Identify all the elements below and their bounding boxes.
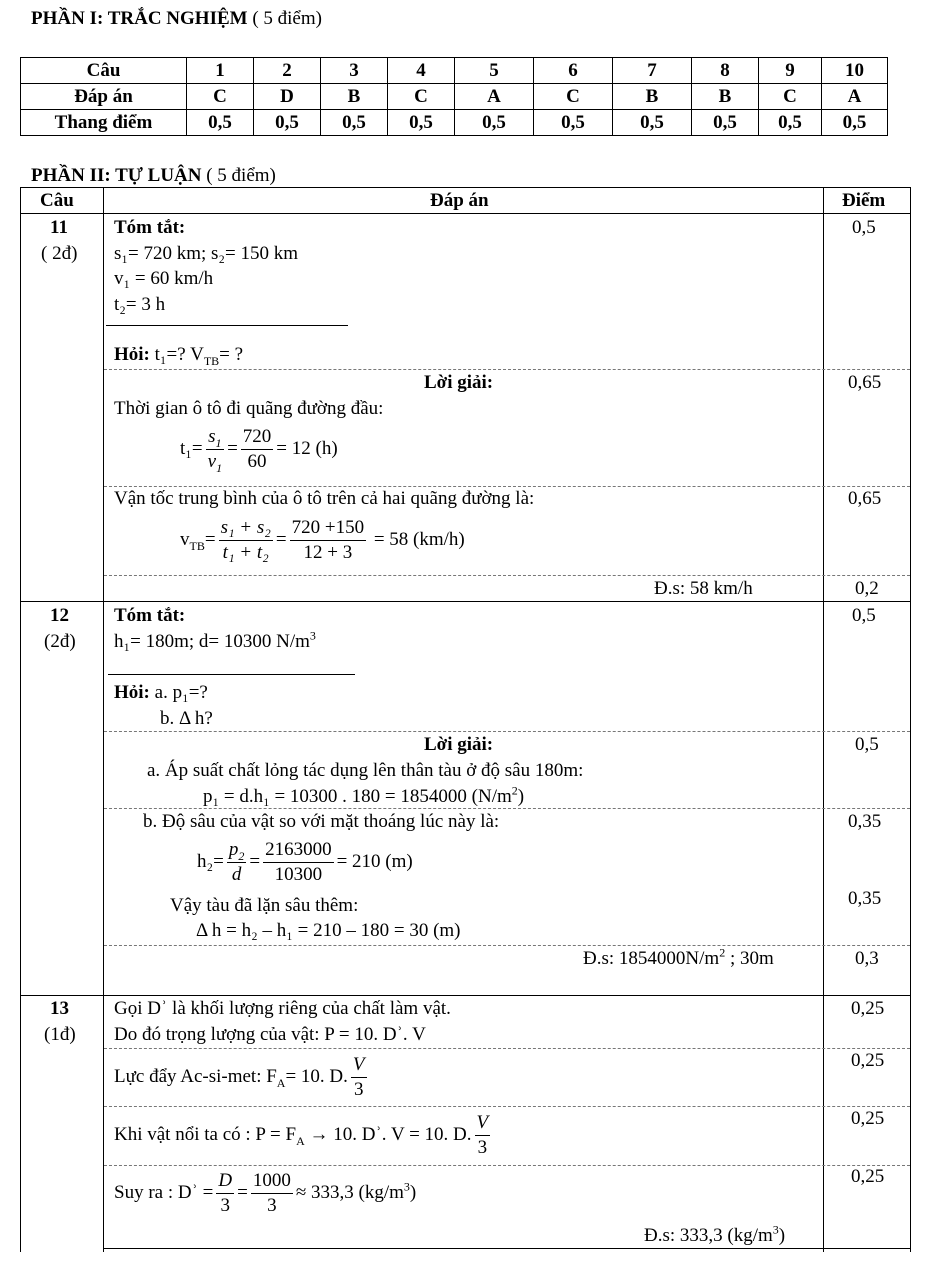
q12-ask	[114, 682, 208, 704]
q11-score3: 0,65	[848, 488, 882, 509]
q12-score3: 0,35	[848, 811, 882, 832]
q13-score3: 0,25	[851, 1108, 885, 1129]
row-label: Thang điểm	[21, 110, 187, 136]
part2-title	[31, 165, 276, 187]
q12-answer-final	[583, 945, 774, 970]
q13-line5-frac2	[251, 1169, 293, 1218]
q13-answer-final	[644, 1222, 786, 1247]
q12-points: (2đ)	[44, 631, 76, 652]
answer-cell: B	[613, 84, 692, 110]
q12-a-text: a. Áp suất chất lỏng tác dụng lên thân tàu ở độ sâu 180m:	[147, 760, 584, 781]
question-number: 10	[822, 58, 888, 84]
q12-ds-sup: 2	[719, 945, 726, 960]
question-number: 6	[534, 58, 613, 84]
q11-f2-frac	[219, 516, 273, 565]
q11-solution-label: Lời giải:	[424, 372, 494, 393]
q11-f2-num2: 720 +150	[290, 516, 366, 541]
q11-points: ( 2đ)	[41, 243, 78, 264]
answer-cell: C	[388, 84, 455, 110]
multiple-choice-table	[20, 57, 888, 136]
q13-line4-frac	[475, 1111, 491, 1160]
score-cell: 0,5	[187, 110, 254, 136]
q11-formula1: t₁= $\frac{s_1}{v_1}$ = $\frac{720}{60}$ = 12 (h)	[180, 426, 338, 475]
q13-score2: 0,25	[851, 1050, 885, 1071]
q12-a-formula-sup: 2	[511, 783, 518, 798]
part1-title-bold: PHẦN I: TRẮC NGHIỆM	[31, 8, 248, 29]
part2-title-points: ( 5 điểm)	[206, 165, 276, 186]
q13-line4-num: V	[475, 1111, 491, 1136]
q11-answer-final: Đ.s: 58 km/h	[654, 578, 753, 599]
q13-ds-text: Đ.s: 333,3 (kg/m	[644, 1225, 773, 1246]
q11-f1-num: s	[208, 426, 216, 448]
q13-line5-den2: 3	[267, 1195, 277, 1217]
q13-line3-num: V	[351, 1053, 367, 1078]
q13-line3-sub: A	[276, 1075, 286, 1090]
q11-given1: s₁= 720 km; s₂= 150 km	[114, 243, 299, 264]
q12-f-den: d	[231, 864, 242, 886]
q12-solution-label: Lời giải:	[424, 734, 494, 755]
q12-a-formula-text: p₁ = d.h₁ = 10300 . 180 = 1854000 (N/m	[203, 786, 512, 807]
q13-line5-den: 3	[220, 1195, 230, 1217]
score-cell: 0,5	[254, 110, 321, 136]
q12-ask-label: Hỏi:	[114, 682, 150, 703]
answer-cell: C	[187, 84, 254, 110]
q11-f1-num2: 720	[241, 425, 274, 450]
q11-formula2: $v_{TB}=$ $\frac{\text{s₁ + s₂}}{\text{t₁ + t₂}}$ = $\frac{720 +150}{12 + 3}$ = 58 (km/h)	[180, 517, 465, 564]
q11-ask	[114, 344, 243, 366]
q11-ask-sub: TB	[203, 353, 220, 368]
q11-f2-den: t₁ + t₂	[222, 542, 269, 564]
q12-score5: 0,3	[855, 948, 879, 969]
question-number: 3	[321, 58, 388, 84]
q11-ask-label: Hỏi:	[114, 344, 150, 365]
q11-f1-den2: 60	[247, 451, 267, 473]
q11-f2-res: = 58 (km/h)	[373, 529, 465, 550]
q13-number: 13	[50, 998, 69, 1019]
q12-ask-b: b. Δ h?	[160, 708, 213, 729]
question-number: 1	[187, 58, 254, 84]
q12-given1-sup: 3	[309, 628, 316, 643]
part1-title	[31, 8, 322, 30]
part2-title-bold: PHẦN II: TỰ LUẬN	[31, 165, 202, 186]
q13-line1: Gọi Dʾ là khối lượng riêng của chất làm vật.	[114, 998, 451, 1019]
q13-line3	[114, 1050, 370, 1104]
q12-number: 12	[50, 605, 69, 626]
q13-line5-sup: 3	[403, 1179, 410, 1194]
q12-formula: h₂= $\frac{p_2}{d}$ = $\frac{2163000}{10300}$ = 210 (m)	[197, 839, 413, 886]
score-cell: 0,5	[321, 110, 388, 136]
q13-line5-end: )	[409, 1182, 417, 1203]
q12-a-formula-end: )	[517, 786, 525, 807]
q11-f2-frac2	[290, 516, 366, 565]
row-label: Câu	[21, 58, 187, 84]
q11-f1-frac2	[241, 425, 274, 474]
q13-points: (1đ)	[44, 1024, 76, 1045]
answer-cell: A	[822, 84, 888, 110]
q13-line4-text: Khi vật nổi ta có : P = F	[114, 1124, 297, 1145]
q11-f2-lhs-sub: TB	[189, 538, 205, 553]
q12-conclusion: Vậy tàu đã lặn sâu thêm:	[170, 895, 359, 916]
q11-score2: 0,65	[848, 372, 882, 393]
q11-f2-num: s₁ + s₂	[219, 516, 273, 541]
answer-cell: B	[692, 84, 759, 110]
q12-given1	[114, 628, 316, 653]
q11-f1-lhs: t₁=	[180, 438, 203, 459]
q13-score4: 0,25	[851, 1166, 885, 1187]
question-number: 2	[254, 58, 321, 84]
q13-line5-res: ≈ 333,3 (kg/m	[295, 1182, 404, 1203]
q11-f1-den-sub: 1	[216, 460, 223, 475]
q12-ask-a: a. p₁=?	[154, 682, 208, 703]
q13-score1: 0,25	[851, 998, 885, 1019]
q12-b-text: b. Độ sâu của vật so với mặt thoáng lúc này là:	[143, 811, 500, 832]
score-cell: 0,5	[692, 110, 759, 136]
table-row	[21, 58, 888, 84]
q12-f-num-sub: 2	[238, 848, 245, 863]
q13-line4-sub: A	[296, 1133, 305, 1148]
table-row	[21, 110, 888, 136]
q11-number: 11	[50, 217, 68, 238]
q12-score2: 0,5	[855, 734, 879, 755]
q12-f-num: p	[228, 839, 239, 861]
q13-line3-text: Lực đẩy Ac-si-met: F	[114, 1066, 277, 1087]
q13-line3-frac	[351, 1053, 367, 1102]
question-number: 5	[455, 58, 534, 84]
score-cell: 0,5	[388, 110, 455, 136]
q11-divider	[106, 325, 348, 326]
score-cell: 0,5	[455, 110, 534, 136]
q11-f1-res: = 12 (h)	[276, 438, 338, 459]
q11-given2: v₁ = 60 km/h	[114, 268, 214, 289]
q13-line3-den: 3	[353, 1079, 364, 1101]
answer-cell: C	[534, 84, 613, 110]
header-score: Điểm	[842, 190, 886, 211]
q11-summary-label: Tóm tắt:	[114, 217, 186, 238]
header-answer: Đáp án	[430, 190, 489, 211]
q12-ds-text: Đ.s: 1854000N/m	[583, 948, 720, 969]
table-row	[21, 84, 888, 110]
q13-ds-sup: 3	[772, 1222, 779, 1237]
q11-f2-lhs: v	[180, 529, 190, 550]
question-number: 4	[388, 58, 455, 84]
score-cell: 0,5	[613, 110, 692, 136]
answer-cell: A	[455, 84, 534, 110]
q13-line5-num2: 1000	[251, 1169, 293, 1194]
header-question: Câu	[40, 190, 74, 211]
q12-given1-text: h₁= 180m; d= 10300 N/m	[114, 631, 310, 652]
q11-f2-den2: 12 + 3	[303, 542, 353, 564]
q12-divider	[108, 674, 355, 675]
q11-f1-frac	[206, 425, 224, 474]
q11-score4: 0,2	[855, 578, 879, 599]
q12-summary-label: Tóm tắt:	[114, 605, 186, 626]
score-cell: 0,5	[822, 110, 888, 136]
q13-line4-den: 3	[477, 1137, 488, 1159]
q11-given3: t₂= 3 h	[114, 294, 166, 315]
q12-f-frac2	[263, 838, 334, 887]
q11-step2: Vận tốc trung bình của ô tô trên cả hai quãng đường là:	[114, 488, 535, 509]
q12-ds-end: ; 30m	[725, 948, 774, 969]
q13-ds-end: )	[778, 1225, 786, 1246]
q12-score4: 0,35	[848, 888, 882, 909]
q11-f1-num-sub: 1	[215, 435, 222, 450]
q12-f-num2: 2163000	[263, 838, 334, 863]
q13-line5-num: D	[216, 1169, 234, 1194]
q12-conclusion-formula: Δ h = h₂ – h₁ = 210 – 180 = 30 (m)	[196, 920, 461, 941]
q13-line2: Do đó trọng lượng của vật: P = 10. Dʾ. V	[114, 1024, 426, 1045]
q11-f1-den: v	[207, 451, 217, 473]
part1-title-points: ( 5 điểm)	[252, 8, 322, 29]
score-cell: 0,5	[759, 110, 822, 136]
q13-line5-frac	[216, 1169, 234, 1218]
q13-line5: Suy ra : Dʾ = $\frac{D}{3}$ = $\frac{1000}{3}$ ≈ 333,3 $(kg/m^3)$	[114, 1170, 417, 1217]
question-number: 7	[613, 58, 692, 84]
q11-step1: Thời gian ô tô đi quãng đường đầu:	[114, 398, 384, 419]
q12-f-den2: 10300	[274, 864, 323, 886]
q13-line5-text: Suy ra : Dʾ =	[114, 1182, 214, 1203]
q11-ask-text: t₁=? V	[154, 344, 204, 365]
q11-score1: 0,5	[852, 217, 876, 238]
q12-f-res: = 210 (m)	[336, 851, 413, 872]
q13-line4	[114, 1108, 493, 1162]
q13-line3-end: = 10. D.	[285, 1066, 348, 1087]
q12-score1: 0,5	[852, 605, 876, 626]
question-number: 9	[759, 58, 822, 84]
question-number: 8	[692, 58, 759, 84]
score-cell: 0,5	[534, 110, 613, 136]
q12-a-formula	[203, 783, 525, 808]
row-label: Đáp án	[21, 84, 187, 110]
answer-cell: C	[759, 84, 822, 110]
q12-f-frac	[227, 838, 247, 887]
q13-line4-end: → 10. Dʾ. V = 10. D.	[304, 1124, 472, 1145]
answer-cell: D	[254, 84, 321, 110]
q12-f-lhs: h₂=	[197, 851, 224, 872]
answer-cell: B	[321, 84, 388, 110]
q11-ask-end: = ?	[219, 344, 244, 365]
